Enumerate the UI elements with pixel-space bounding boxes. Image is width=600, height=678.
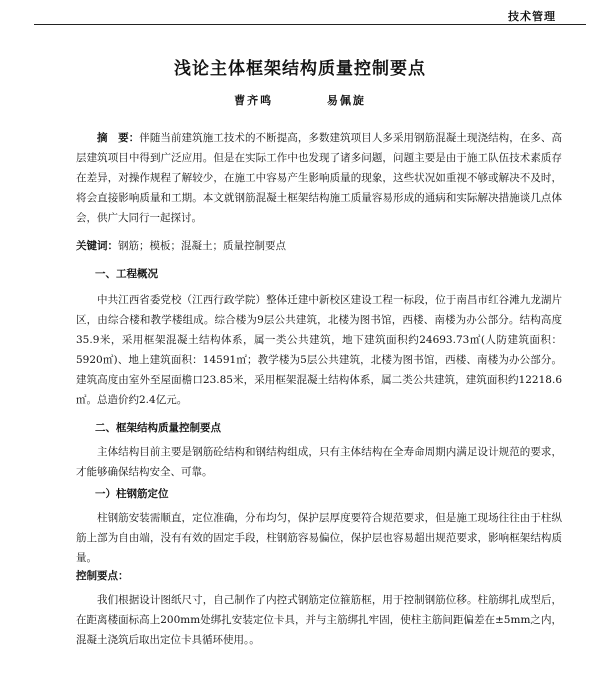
paper-title: 浅论主体框架结构质量控制要点 bbox=[174, 59, 426, 79]
section-heading-2: 二、框架结构质量控制要点 bbox=[95, 422, 221, 434]
section-paragraph-2: 主体结构目前主要是钢筋砼结构和钢结构组成，只有主体结构在全寿命周期内满足设计规范的要求，才能够确保结构安全、可靠。 bbox=[76, 446, 562, 478]
control-points-text: 我们根据设计图纸尺寸，自己制作了内控式钢筋定位箍筋框，用于控制钢筋位移。柱筋绑扎成型后，在距离楼面标高上200mm处绑扎安装定位卡具，并与主筋绑扎牢固，使柱主筋间距偏差在±5mm之内，混凝土浇筑后取出定位卡具循环使用。。 bbox=[76, 594, 562, 646]
keywords-text: 钢筋；模板；混凝土；质量控制要点 bbox=[118, 240, 286, 252]
authors bbox=[0, 92, 600, 108]
author-2: 易佩旋 bbox=[326, 94, 366, 107]
abstract-text: 伴随当前建筑施工技术的不断提高，多数建筑项目人多采用钢筋混凝土现浇结构，在多、高层建筑项目中得到广泛应用。但是在实际工作中也发现了诸多问题，问题主要是由于施工队伍技术素质存在差异，对操作规程了解较少，在施工中容易产生影响质量的现象，这些状况如重视不够或解决不及时，将会直接影响质量和工期。本文就钢筋混凝土框架结构施工质量容易形成的通病和实际解决措施谈几点体会，供广大同行一起探讨。 bbox=[76, 132, 563, 224]
header-rule bbox=[34, 24, 586, 25]
control-points-label: 控制要点： bbox=[76, 570, 129, 582]
section-heading-1: 一、工程概况 bbox=[95, 268, 158, 280]
section-tag: 技术管理 bbox=[508, 10, 556, 23]
subsection-heading: 一）柱钢筋定位 bbox=[95, 488, 169, 500]
author-1: 曹齐鸣 bbox=[234, 94, 274, 107]
subsection-paragraph: 柱钢筋安装需顺直，定位准确，分布均匀，保护层厚度要符合规范要求，但是施工现场往往由于柱纵筋上部为自由端，没有有效的固定手段，柱钢筋容易偏位，保护层也容易超出规范要求，影响框架结构质量。 bbox=[76, 512, 562, 564]
abstract-label: 摘 要： bbox=[97, 132, 140, 144]
section-paragraph-1: 中共江西省委党校（江西行政学院）整体迁建中新校区建设工程一标段，位于南昌市红谷滩九龙湖片区，由综合楼和教学楼组成。综合楼为9层公共建筑，北楼为图书馆，西楼、南楼为办公部分。结构高度35.9米，采用框架混凝土结构体系，属一类公共建筑，地下建筑面积约24693.73㎡(人防建筑面积：5920㎡)、地上建筑面积：14591㎡；教学楼为5层公共建筑，北楼为图书馆，西楼、南楼为办公部分。建筑高度由室外至屋面檐口23.85米，采用框架混凝土结构体系，属二类公共建筑，建筑面积约12218.6㎡。总造价约2.4亿元。 bbox=[76, 294, 562, 406]
keywords bbox=[76, 236, 562, 256]
abstract bbox=[76, 128, 562, 228]
keywords-label: 关键词： bbox=[76, 240, 118, 252]
